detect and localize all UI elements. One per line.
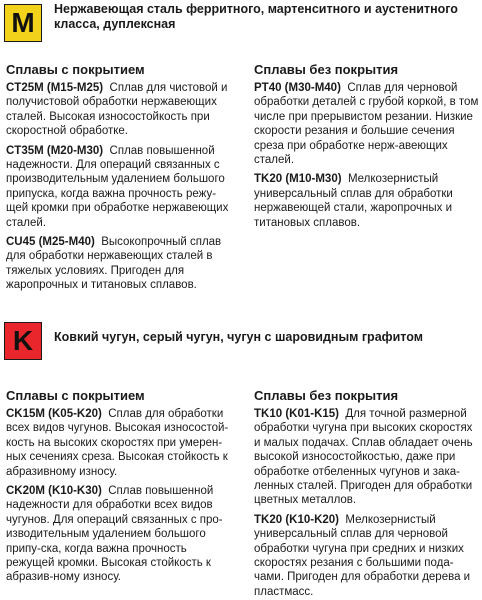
alloy-entry [6, 81, 234, 139]
section-title: Ковкий чугун, серый чугун, чугун с шаровидным графитом [54, 330, 423, 344]
column-title: Сплавы с покрытием [6, 388, 145, 403]
alloy-grade: CT35M (M20-M30) [6, 144, 104, 157]
alloy-description: Для точной размерной обработки чугуна при высоких скоростях и малых подачах. Сплав обладает очень высокой износостойкостью, даже при обработке отбеленных чугунов и зака-ленных сталей. Пригоден для обработки цветных металлов. [254, 408, 473, 507]
column-title: Сплавы с покрытием [6, 62, 145, 77]
alloy-description: Сплав повышенной надежности для обработки всех видов чугунов. Для операций связанных с про-изводительным удалением большого припу-ска, когда важна прочность режущей кромки. Высокая стойкость к абразив-ному износу. [6, 485, 223, 584]
alloy-description: Мелкозернистый универсальный сплав для черновой обработки чугуна при средних и низких скоростях резания с большими пода-чами. Пригоден для обработки дерева и пластмасс. [254, 513, 471, 598]
column-title: Сплавы без покрытия [254, 388, 399, 403]
alloy-grade: TK20 (K10-K20) [254, 513, 339, 526]
alloy-description: Высокопрочный сплав для обработки нержавеющих сталей в тяжелых условиях. Пригоден для жаропрочных и титановых сплавов. [6, 236, 222, 292]
alloy-entry [254, 513, 482, 599]
material-badge-m: M [4, 4, 42, 42]
alloy-grade: CK15M (K05-K20) [6, 408, 102, 420]
section-cast-iron [0, 318, 482, 600]
alloy-description: Сплав для черновой обработки деталей с грубой коркой, в том числе при прерывистом резании. Низкие скорости резания и большие сечения среза при обработке нерж-авеющих сталей. [254, 82, 479, 167]
alloy-grade: CK20M (K10-K30) [6, 485, 102, 498]
alloy-entry [6, 484, 234, 585]
alloy-grade: TK20 (M10-M30) [254, 173, 342, 186]
alloy-description: Сплав для чистовой и получистовой обработки нержавеющих сталей. Высокая износостойкость при скоростной обработке. [6, 82, 228, 138]
alloy-grade: CU45 (M25-M40) [6, 236, 95, 249]
alloy-description: Мелкозернистый универсальный сплав для обработки нержавеющей стали, жаропрочных и титановых сплавов. [254, 173, 453, 229]
alloy-description: Сплав для обработки всех видов чугунов. Высокая износостой-кость на высоких скоростях при умерен-ных сечениях среза. Высокая стойкость к абразивному износу. [6, 408, 229, 478]
alloy-entry [254, 81, 482, 167]
material-badge-k: K [4, 322, 42, 360]
alloy-grade: CT25M (M15-M25) [6, 82, 104, 94]
uncoated-alloys-column [254, 62, 482, 235]
alloy-entry [6, 144, 234, 230]
alloy-entry [6, 407, 234, 479]
alloy-grade: TK10 (K01-K15) [254, 408, 339, 420]
section-title: Нержавеющая сталь ферритного, мартенситного и аустенитного класса, дуплексная [54, 2, 458, 31]
alloy-entry [254, 172, 482, 230]
coated-alloys-column [6, 62, 234, 298]
alloy-entry [254, 407, 482, 508]
alloy-entry [6, 235, 234, 293]
column-title: Сплавы без покрытия [254, 62, 399, 77]
coated-alloys-column [6, 388, 234, 590]
alloy-grade: PT40 (M30-M40) [254, 82, 341, 94]
alloy-description: Сплав повышенной надежности. Для операций связанных с производительным удалением большого припуска, когда важна прочность режу-щей кромки при обработке нержавеющих сталей. [6, 144, 229, 229]
uncoated-alloys-column [254, 388, 482, 600]
